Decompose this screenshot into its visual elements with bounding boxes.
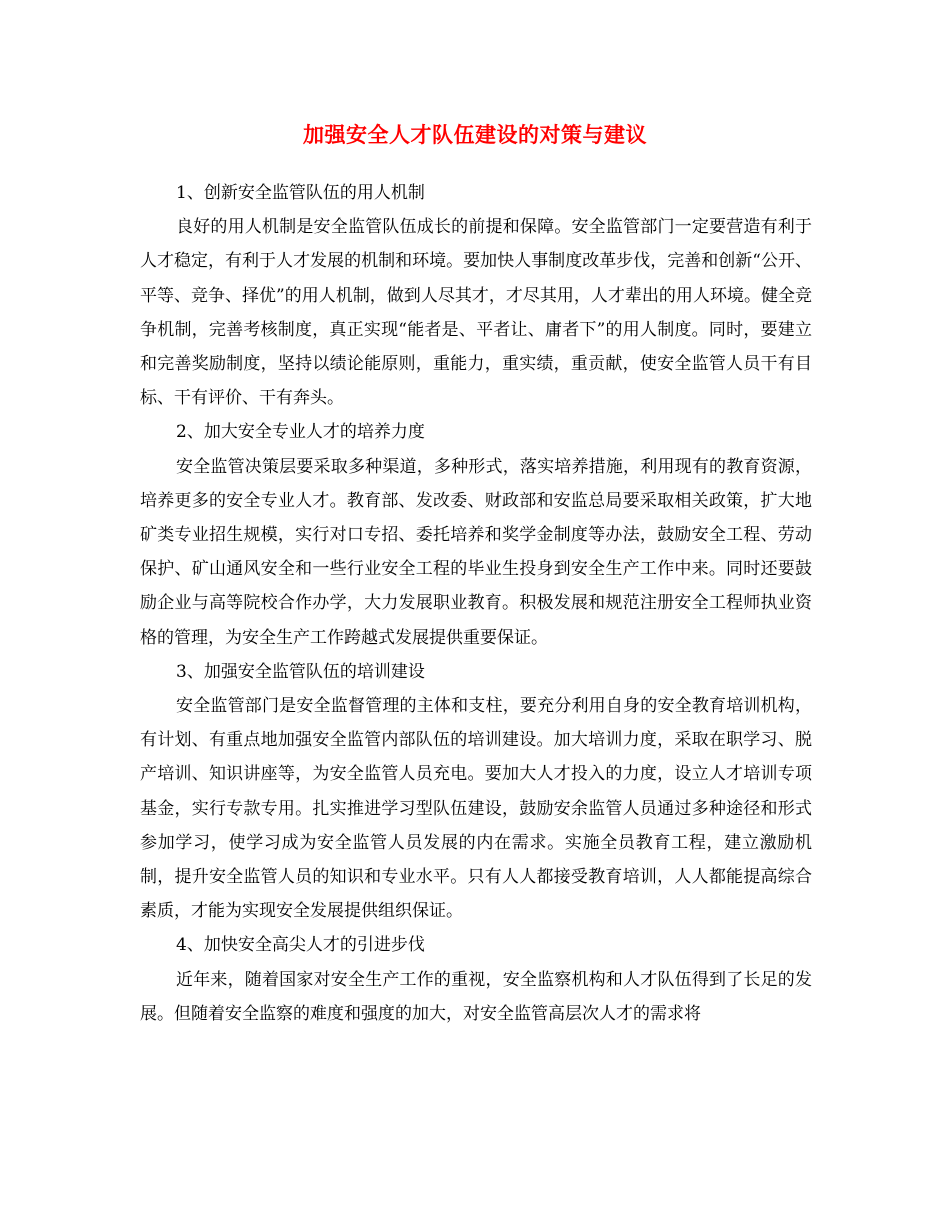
section-heading-2: 2、加大安全专业人才的培养力度	[176, 422, 425, 443]
section-paragraph-1: 良好的用人机制是安全监管队伍成长的前提和保障。安全监管部门一定要营造有利于人才稳定，有利于人才发展的机制和环境。要加快人事制度改革步伐，完善和创新“公开、平等、竞争、择优”的用人机制，做到人尽其才，才尽其用，人才辈出的用人环境。健全竞争机制，完善考核制度，真正实现“能者是、平者让、庸者下”的用人制度。同时，要建立和完善奖励制度，坚持以绩论能原则，重能力，重实绩，重贡献，使安全监管人员干有目标、干有评价、干有奔头。	[140, 217, 812, 409]
document-body	[140, 176, 812, 1031]
document-title: 加强安全人才队伍建设的对策与建议	[303, 122, 647, 147]
section-heading-1: 1、创新安全监管队伍的用人机制	[176, 183, 425, 203]
section-paragraph-4: 近年来，随着国家对安全生产工作的重视，安全监察机构和人才队伍得到了长足的发展。但随着安全监察的难度和强度的加大，对安全监管高层次人才的需求将	[140, 969, 812, 1024]
section-heading-4: 4、加快安全高尖人才的引进步伐	[176, 935, 425, 956]
section-paragraph-2: 安全监管决策层要采取多种渠道，多种形式，落实培养措施，利用现有的教育资源，培养更多的安全专业人才。教育部、发改委、财政部和安监总局要采取相关政策，扩大地矿类专业招生规模，实行对口专招、委托培养和奖学金制度等办法，鼓励安全工程、劳动保护、矿山通风安全和一些行业安全工程的毕业生投身到安全生产工作中来。同时还要鼓励企业与高等院校合作办学，大力发展职业教育。积极发展和规范注册安全工程师执业资格的管理，为安全生产工作跨越式发展提供重要保证。	[140, 456, 812, 648]
section-paragraph-3: 安全监管部门是安全监督管理的主体和支柱，要充分利用自身的安全教育培训机构，有计划、有重点地加强安全监管内部队伍的培训建设。加大培训力度，采取在职学习、脱产培训、知识讲座等，为安全监管人员充电。要加大人才投入的力度，设立人才培训专项基金，实行专款专用。扎实推进学习型队伍建设，鼓励安余监管人员通过多种途径和形式参加学习，使学习成为安全监管人员发展的内在需求。实施全员教育工程，建立激励机制，提升安全监管人员的知识和专业水平。只有人人都接受教育培训，人人都能提高综合素质，才能为实现安全发展提供组织保证。	[140, 696, 812, 922]
section-heading-3: 3、加强安全监管队伍的培训建设	[176, 661, 425, 682]
